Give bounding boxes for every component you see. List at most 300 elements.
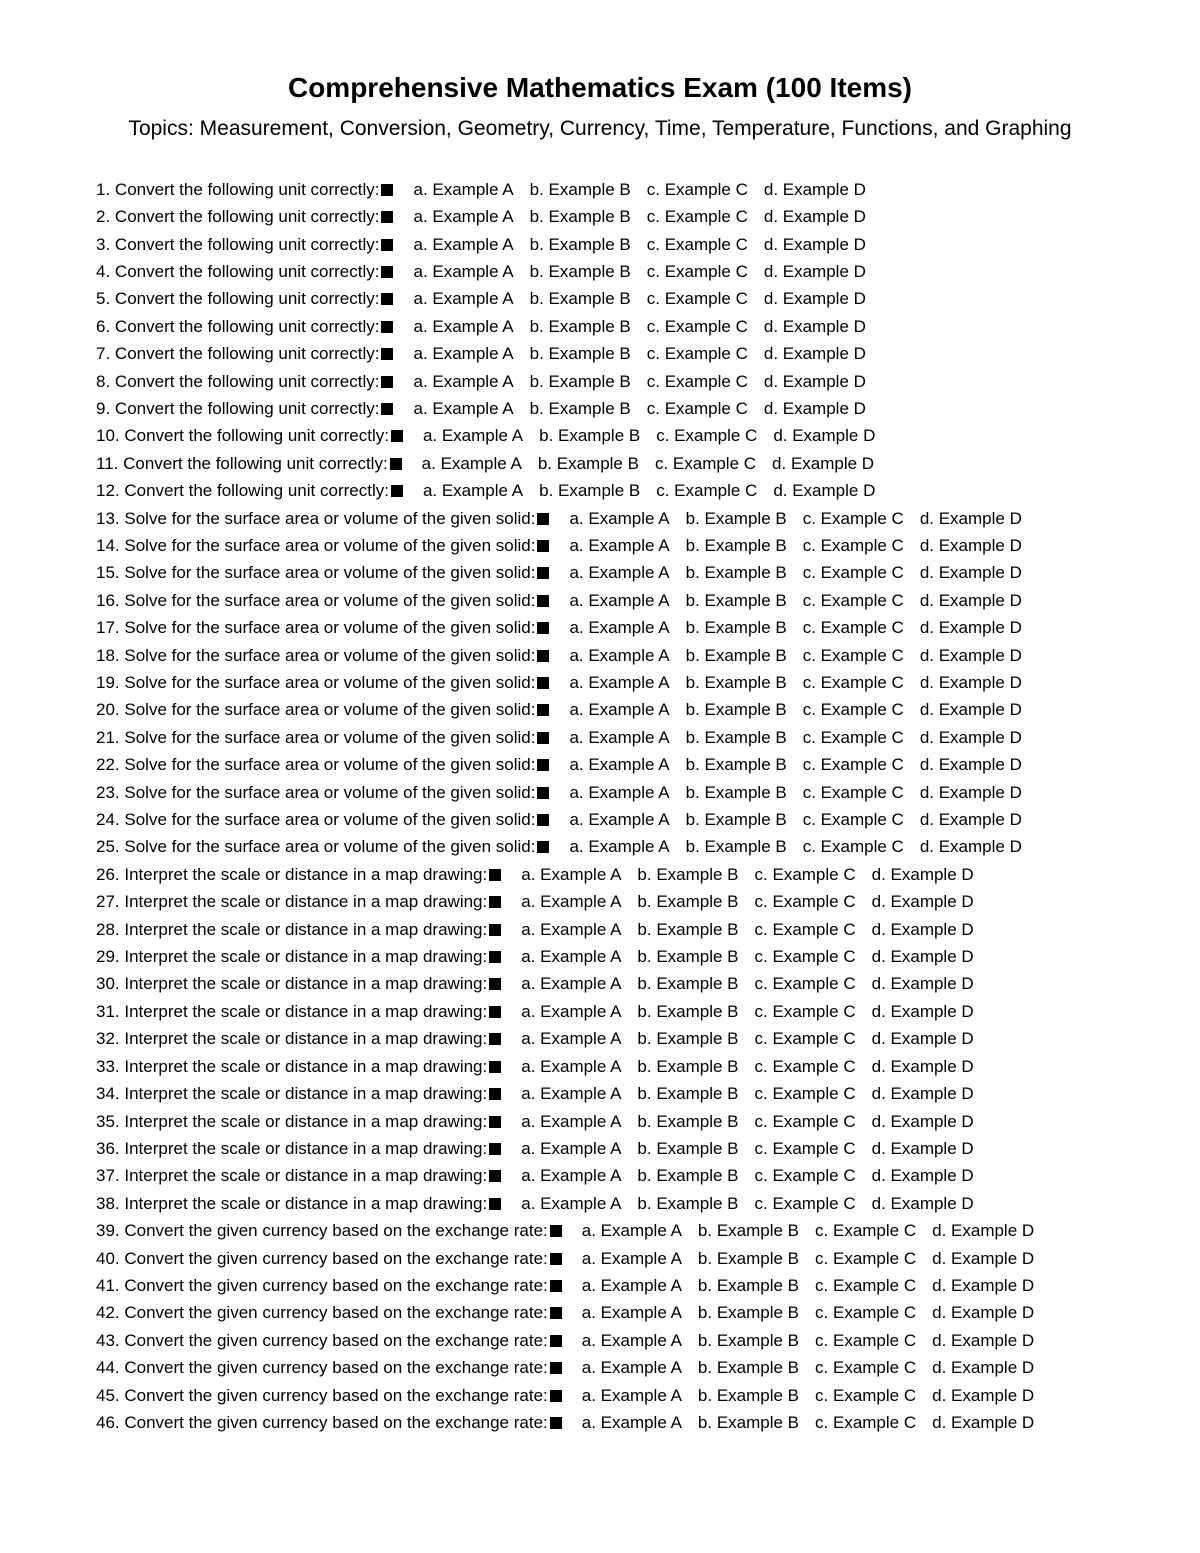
answer-option: b. Example B: [697, 1221, 800, 1241]
answer-option: a. Example A: [569, 810, 670, 830]
question-number: 23.: [96, 782, 120, 802]
question-number: 27.: [96, 892, 120, 912]
question-row: [96, 1135, 1196, 1162]
answer-option: a. Example A: [569, 618, 670, 638]
question-number: 24.: [96, 810, 120, 830]
answer-option: a. Example A: [581, 1248, 682, 1268]
question-row: [96, 998, 1196, 1025]
answer-option: b. Example B: [539, 426, 641, 446]
answer-option: d. Example D: [919, 508, 1022, 528]
answer-option: b. Example B: [537, 453, 639, 473]
answer-option: b. Example B: [697, 1303, 800, 1323]
answer-option: b. Example B: [685, 508, 787, 528]
answer-option: a. Example A: [422, 426, 524, 446]
square-bullet-icon: [537, 595, 549, 607]
answer-option: d. Example D: [919, 810, 1022, 830]
answer-option: c. Example C: [754, 1138, 856, 1158]
question-row: [96, 505, 1196, 532]
square-bullet-icon: [537, 787, 549, 799]
answer-option: b. Example B: [637, 947, 739, 967]
answer-option: b. Example B: [529, 261, 631, 281]
answer-option: a. Example A: [521, 947, 622, 967]
question-number: 20.: [96, 700, 120, 720]
question-number: 38.: [96, 1193, 120, 1213]
answer-option: a. Example A: [581, 1330, 682, 1350]
question-number: 26.: [96, 864, 120, 884]
question-text: Convert the given currency based on the exchange rate:: [124, 1248, 548, 1268]
answer-option: a. Example A: [521, 1001, 622, 1021]
answer-option: a. Example A: [413, 316, 514, 336]
question-text: Interpret the scale or distance in a map drawing:: [124, 1193, 488, 1213]
answer-option: c. Example C: [815, 1385, 917, 1405]
square-bullet-icon: [489, 1116, 501, 1128]
answer-option: c. Example C: [815, 1412, 917, 1432]
question-text: Interpret the scale or distance in a map drawing:: [124, 919, 488, 939]
question-text: Solve for the surface area or volume of the given solid:: [124, 700, 536, 720]
question-text: Solve for the surface area or volume of the given solid:: [124, 535, 536, 555]
answer-option: a. Example A: [521, 864, 622, 884]
question-text: Convert the given currency based on the exchange rate:: [124, 1412, 548, 1432]
page-subtitle: Topics: Measurement, Conversion, Geometry, Currency, Time, Temperature, Functions, and Graphing: [128, 117, 1072, 140]
answer-option: d. Example D: [932, 1330, 1035, 1350]
answer-option: a. Example A: [521, 974, 622, 994]
answer-option: b. Example B: [685, 700, 787, 720]
answer-option: c. Example C: [754, 1029, 856, 1049]
question-row: [96, 669, 1196, 696]
answer-option: d. Example D: [919, 645, 1022, 665]
question-row: [96, 176, 1196, 203]
answer-option: c. Example C: [802, 508, 904, 528]
answer-option: a. Example A: [581, 1275, 682, 1295]
square-bullet-icon: [550, 1390, 562, 1402]
square-bullet-icon: [537, 732, 549, 744]
answer-option: a. Example A: [569, 563, 670, 583]
answer-option: d. Example D: [919, 755, 1022, 775]
answer-option: c. Example C: [754, 974, 856, 994]
question-text: Convert the given currency based on the exchange rate:: [124, 1385, 548, 1405]
question-row: [96, 889, 1196, 916]
square-bullet-icon: [550, 1335, 562, 1347]
square-bullet-icon: [489, 1061, 501, 1073]
question-number: 4.: [96, 261, 111, 281]
answer-option: c. Example C: [754, 1111, 856, 1131]
question-number: 29.: [96, 947, 120, 967]
answer-option: a. Example A: [521, 1166, 622, 1186]
answer-option: c. Example C: [802, 618, 904, 638]
answer-option: c. Example C: [802, 645, 904, 665]
question-number: 39.: [96, 1221, 120, 1241]
question-row: [96, 834, 1196, 861]
answer-option: a. Example A: [569, 837, 670, 857]
answer-option: d. Example D: [871, 1138, 974, 1158]
answer-option: c. Example C: [802, 700, 904, 720]
answer-option: c. Example C: [802, 782, 904, 802]
answer-option: b. Example B: [529, 371, 631, 391]
answer-option: c. Example C: [754, 947, 856, 967]
square-bullet-icon: [550, 1253, 562, 1265]
square-bullet-icon: [537, 841, 549, 853]
question-row: [96, 1080, 1196, 1107]
question-text: Convert the following unit correctly:: [124, 481, 389, 501]
answer-option: d. Example D: [763, 207, 866, 227]
question-row: [96, 231, 1196, 258]
square-bullet-icon: [537, 677, 549, 689]
answer-option: c. Example C: [815, 1248, 917, 1268]
question-text: Convert the following unit correctly:: [114, 344, 380, 364]
answer-option: c. Example C: [646, 344, 748, 364]
question-number: 8.: [96, 371, 111, 391]
answer-option: c. Example C: [646, 398, 748, 418]
answer-option: c. Example C: [802, 755, 904, 775]
answer-option: d. Example D: [871, 919, 974, 939]
question-row: [96, 532, 1196, 559]
answer-option: c. Example C: [802, 535, 904, 555]
answer-option: b. Example B: [697, 1248, 800, 1268]
question-number: 30.: [96, 974, 120, 994]
question-text: Interpret the scale or distance in a map drawing:: [124, 974, 488, 994]
question-text: Interpret the scale or distance in a map drawing:: [124, 1056, 488, 1076]
answer-option: b. Example B: [685, 727, 787, 747]
question-text: Convert the following unit correctly:: [114, 289, 380, 309]
question-text: Convert the following unit correctly:: [114, 398, 380, 418]
question-text: Interpret the scale or distance in a map drawing:: [124, 947, 488, 967]
question-number: 31.: [96, 1001, 120, 1021]
answer-option: d. Example D: [871, 1193, 974, 1213]
answer-option: d. Example D: [919, 618, 1022, 638]
question-number: 19.: [96, 673, 120, 693]
answer-option: b. Example B: [685, 810, 787, 830]
square-bullet-icon: [550, 1307, 562, 1319]
answer-option: d. Example D: [932, 1412, 1035, 1432]
square-bullet-icon: [537, 513, 549, 525]
answer-option: b. Example B: [529, 289, 631, 309]
square-bullet-icon: [391, 485, 403, 497]
answer-option: b. Example B: [685, 645, 787, 665]
answer-option: b. Example B: [637, 1056, 739, 1076]
question-row: [96, 286, 1196, 313]
answer-option: b. Example B: [685, 837, 787, 857]
answer-option: b. Example B: [529, 207, 631, 227]
question-number: 45.: [96, 1385, 120, 1405]
answer-option: d. Example D: [919, 673, 1022, 693]
answer-option: d. Example D: [919, 700, 1022, 720]
answer-option: c. Example C: [646, 261, 748, 281]
answer-option: d. Example D: [932, 1221, 1035, 1241]
square-bullet-icon: [537, 814, 549, 826]
question-row: [96, 258, 1196, 285]
question-number: 13.: [96, 508, 120, 528]
answer-option: a. Example A: [581, 1221, 682, 1241]
question-number: 41.: [96, 1275, 120, 1295]
square-bullet-icon: [550, 1280, 562, 1292]
question-number: 3.: [96, 234, 111, 254]
square-bullet-icon: [537, 704, 549, 716]
question-number: 36.: [96, 1138, 120, 1158]
answer-option: b. Example B: [685, 563, 787, 583]
question-row: [96, 806, 1196, 833]
question-number: 2.: [96, 207, 111, 227]
answer-option: b. Example B: [637, 974, 739, 994]
question-number: 25.: [96, 837, 120, 857]
answer-option: d. Example D: [932, 1303, 1035, 1323]
answer-option: d. Example D: [871, 1029, 974, 1049]
answer-option: c. Example C: [754, 1166, 856, 1186]
question-text: Interpret the scale or distance in a map drawing:: [124, 864, 488, 884]
question-number: 46.: [96, 1412, 120, 1432]
answer-option: c. Example C: [646, 179, 748, 199]
question-row: [96, 971, 1196, 998]
answer-option: c. Example C: [815, 1221, 917, 1241]
question-row: [96, 642, 1196, 669]
question-number: 16.: [96, 590, 120, 610]
answer-option: a. Example A: [521, 1111, 622, 1131]
question-text: Convert the following unit correctly:: [114, 234, 380, 254]
question-number: 22.: [96, 755, 120, 775]
question-text: Solve for the surface area or volume of the given solid:: [124, 727, 536, 747]
answer-option: b. Example B: [529, 234, 631, 254]
answer-option: c. Example C: [646, 289, 748, 309]
answer-option: d. Example D: [871, 1084, 974, 1104]
answer-option: c. Example C: [646, 316, 748, 336]
question-text: Interpret the scale or distance in a map drawing:: [124, 1111, 488, 1131]
question-text: Interpret the scale or distance in a map drawing:: [124, 1029, 488, 1049]
question-number: 11.: [96, 453, 119, 473]
question-text: Convert the following unit correctly:: [123, 453, 388, 473]
question-row: [96, 779, 1196, 806]
answer-option: b. Example B: [637, 1166, 739, 1186]
question-row: [96, 560, 1196, 587]
answer-option: a. Example A: [569, 508, 670, 528]
question-number: 35.: [96, 1111, 120, 1131]
question-text: Convert the given currency based on the exchange rate:: [124, 1221, 548, 1241]
answer-option: a. Example A: [413, 261, 514, 281]
answer-option: c. Example C: [802, 590, 904, 610]
answer-option: b. Example B: [529, 398, 631, 418]
question-text: Interpret the scale or distance in a map drawing:: [124, 1138, 488, 1158]
answer-option: c. Example C: [802, 810, 904, 830]
question-row: [96, 1217, 1196, 1244]
question-number: 14.: [96, 535, 120, 555]
question-row: [96, 368, 1196, 395]
answer-option: d. Example D: [919, 535, 1022, 555]
answer-option: b. Example B: [637, 1029, 739, 1049]
answer-option: c. Example C: [802, 837, 904, 857]
question-text: Convert the following unit correctly:: [114, 179, 380, 199]
answer-option: c. Example C: [754, 1193, 856, 1213]
answer-option: d. Example D: [763, 179, 866, 199]
answer-option: a. Example A: [521, 1138, 622, 1158]
answer-option: b. Example B: [539, 481, 641, 501]
answer-option: a. Example A: [413, 398, 514, 418]
answer-option: b. Example B: [637, 1111, 739, 1131]
answer-option: d. Example D: [871, 1056, 974, 1076]
square-bullet-icon: [381, 266, 393, 278]
answer-option: a. Example A: [569, 645, 670, 665]
question-row: [96, 1026, 1196, 1053]
answer-option: c. Example C: [815, 1358, 917, 1378]
square-bullet-icon: [489, 924, 501, 936]
answer-option: c. Example C: [656, 481, 758, 501]
question-text: Solve for the surface area or volume of the given solid:: [124, 755, 536, 775]
square-bullet-icon: [489, 951, 501, 963]
question-number: 32.: [96, 1029, 120, 1049]
question-text: Convert the given currency based on the exchange rate:: [124, 1275, 548, 1295]
answer-option: c. Example C: [754, 1056, 856, 1076]
answer-option: c. Example C: [802, 673, 904, 693]
square-bullet-icon: [489, 978, 501, 990]
answer-option: b. Example B: [685, 590, 787, 610]
answer-option: a. Example A: [413, 207, 514, 227]
answer-option: b. Example B: [697, 1330, 800, 1350]
question-row: [96, 916, 1196, 943]
answer-option: a. Example A: [581, 1358, 682, 1378]
answer-option: a. Example A: [521, 1029, 622, 1049]
answer-option: b. Example B: [685, 673, 787, 693]
answer-option: c. Example C: [754, 1001, 856, 1021]
answer-option: d. Example D: [871, 974, 974, 994]
answer-option: d. Example D: [919, 590, 1022, 610]
answer-option: d. Example D: [871, 892, 974, 912]
answer-option: b. Example B: [685, 755, 787, 775]
question-text: Solve for the surface area or volume of the given solid:: [124, 837, 536, 857]
question-text: Interpret the scale or distance in a map drawing:: [124, 1166, 488, 1186]
answer-option: a. Example A: [569, 673, 670, 693]
answer-option: b. Example B: [529, 179, 631, 199]
answer-option: a. Example A: [521, 1084, 622, 1104]
answer-option: a. Example A: [422, 481, 524, 501]
answer-option: a. Example A: [569, 590, 670, 610]
question-text: Solve for the surface area or volume of the given solid:: [124, 590, 536, 610]
answer-option: c. Example C: [802, 727, 904, 747]
square-bullet-icon: [489, 1143, 501, 1155]
question-number: 21.: [96, 727, 120, 747]
answer-option: a. Example A: [521, 919, 622, 939]
question-row: [96, 1163, 1196, 1190]
answer-option: b. Example B: [637, 919, 739, 939]
question-row: [96, 1272, 1196, 1299]
answer-option: c. Example C: [754, 919, 856, 939]
answer-option: d. Example D: [763, 261, 866, 281]
question-row: [96, 313, 1196, 340]
answer-option: d. Example D: [932, 1358, 1035, 1378]
square-bullet-icon: [550, 1362, 562, 1374]
answer-option: d. Example D: [919, 782, 1022, 802]
question-row: [96, 752, 1196, 779]
answer-option: d. Example D: [763, 234, 866, 254]
answer-option: a. Example A: [581, 1303, 682, 1323]
question-row: [96, 1382, 1196, 1409]
square-bullet-icon: [537, 540, 549, 552]
answer-option: c. Example C: [754, 892, 856, 912]
question-row: [96, 1300, 1196, 1327]
question-text: Solve for the surface area or volume of the given solid:: [124, 673, 536, 693]
question-number: 7.: [96, 344, 111, 364]
question-number: 44.: [96, 1358, 120, 1378]
answer-option: c. Example C: [802, 563, 904, 583]
question-number: 43.: [96, 1330, 120, 1350]
question-number: 28.: [96, 919, 120, 939]
answer-option: c. Example C: [646, 371, 748, 391]
square-bullet-icon: [537, 759, 549, 771]
question-text: Solve for the surface area or volume of the given solid:: [124, 508, 536, 528]
question-number: 10.: [96, 426, 120, 446]
square-bullet-icon: [381, 376, 393, 388]
question-number: 42.: [96, 1303, 120, 1323]
square-bullet-icon: [537, 567, 549, 579]
answer-option: d. Example D: [763, 344, 866, 364]
question-number: 18.: [96, 645, 120, 665]
question-row: [96, 1354, 1196, 1381]
answer-option: a. Example A: [569, 700, 670, 720]
answer-option: a. Example A: [421, 453, 522, 473]
square-bullet-icon: [489, 1198, 501, 1210]
answer-option: b. Example B: [529, 344, 631, 364]
square-bullet-icon: [381, 321, 393, 333]
question-number: 12.: [96, 481, 120, 501]
question-row: [96, 395, 1196, 422]
answer-option: d. Example D: [763, 289, 866, 309]
question-text: Solve for the surface area or volume of the given solid:: [124, 618, 536, 638]
answer-option: d. Example D: [932, 1248, 1035, 1268]
square-bullet-icon: [390, 458, 402, 470]
question-text: Convert the following unit correctly:: [114, 207, 380, 227]
question-row: [96, 615, 1196, 642]
answer-option: d. Example D: [932, 1275, 1035, 1295]
answer-option: d. Example D: [919, 837, 1022, 857]
question-row: [96, 1108, 1196, 1135]
answer-option: d. Example D: [763, 398, 866, 418]
answer-option: b. Example B: [685, 782, 787, 802]
answer-option: b. Example B: [637, 1193, 739, 1213]
answer-option: a. Example A: [521, 892, 622, 912]
answer-option: c. Example C: [815, 1330, 917, 1350]
answer-option: b. Example B: [697, 1385, 800, 1405]
square-bullet-icon: [381, 239, 393, 251]
answer-option: c. Example C: [754, 864, 856, 884]
answer-option: a. Example A: [413, 179, 514, 199]
square-bullet-icon: [489, 1088, 501, 1100]
answer-option: a. Example A: [413, 371, 514, 391]
question-row: [96, 943, 1196, 970]
question-row: [96, 1190, 1196, 1217]
answer-option: a. Example A: [569, 727, 670, 747]
answer-option: a. Example A: [569, 755, 670, 775]
question-number: 34.: [96, 1084, 120, 1104]
question-row: [96, 724, 1196, 751]
question-row: [96, 587, 1196, 614]
question-text: Solve for the surface area or volume of the given solid:: [124, 782, 536, 802]
question-row: [96, 477, 1196, 504]
answer-option: b. Example B: [685, 618, 787, 638]
answer-option: a. Example A: [413, 344, 514, 364]
answer-option: b. Example B: [637, 864, 739, 884]
answer-option: d. Example D: [773, 481, 876, 501]
square-bullet-icon: [381, 348, 393, 360]
question-text: Solve for the surface area or volume of the given solid:: [124, 810, 536, 830]
answer-option: a. Example A: [569, 782, 670, 802]
question-text: Interpret the scale or distance in a map drawing:: [124, 892, 488, 912]
question-text: Convert the given currency based on the exchange rate:: [124, 1330, 548, 1350]
answer-option: b. Example B: [637, 1138, 739, 1158]
answer-option: d. Example D: [919, 727, 1022, 747]
answer-option: d. Example D: [763, 371, 866, 391]
square-bullet-icon: [489, 896, 501, 908]
answer-option: a. Example A: [413, 289, 514, 309]
square-bullet-icon: [381, 403, 393, 415]
question-row: [96, 1245, 1196, 1272]
answer-option: c. Example C: [815, 1275, 917, 1295]
square-bullet-icon: [391, 430, 403, 442]
